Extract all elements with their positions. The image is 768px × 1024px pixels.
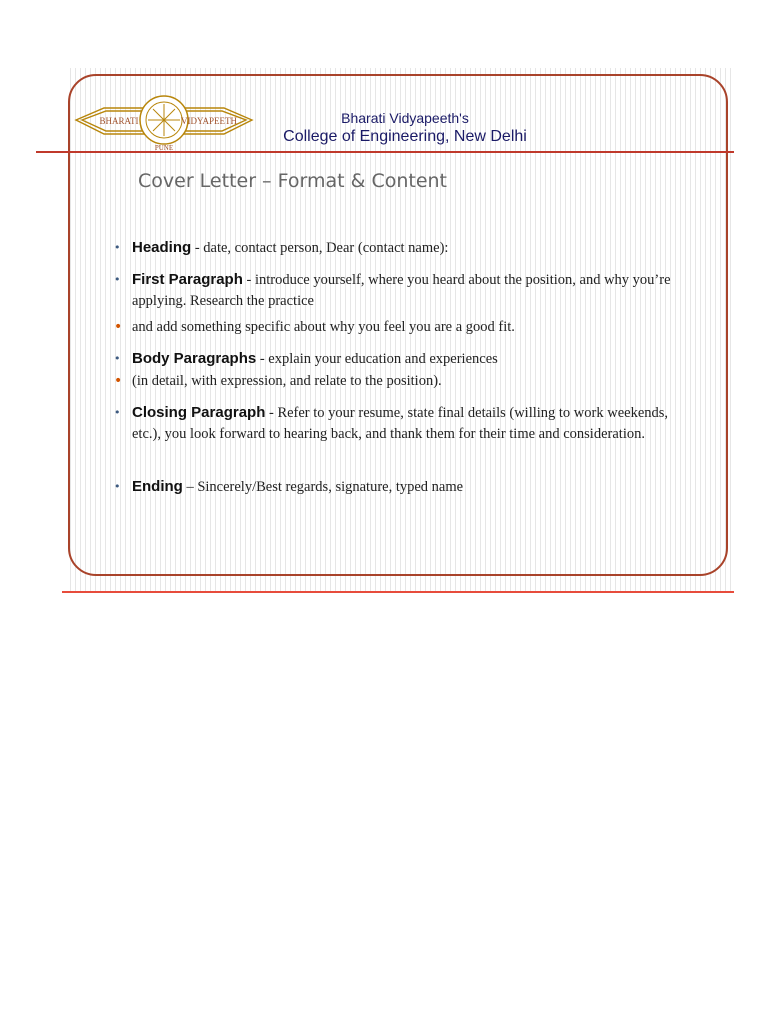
- item-text: - explain your education and experiences: [256, 351, 498, 367]
- college-logo: [74, 84, 254, 156]
- item-heading: Body Paragraphs: [132, 350, 257, 367]
- item-heading: First Paragraph: [132, 271, 243, 288]
- list-item-heading: [114, 237, 674, 259]
- bullet-icon: •: [114, 241, 121, 254]
- item-text: (in detail, with expression, and relate to the position).: [132, 373, 442, 389]
- bullet-icon: •: [114, 480, 121, 493]
- footer-divider: [62, 591, 734, 593]
- list-item-sub: [114, 317, 674, 338]
- logo-text-left: BHARATI: [99, 116, 139, 126]
- list-item-sub: [114, 371, 674, 392]
- bullet-icon: •: [114, 352, 121, 365]
- bullet-icon: •: [114, 273, 121, 286]
- item-heading: Ending: [132, 478, 183, 495]
- list-item-ending: [114, 476, 674, 498]
- list-item-closing-paragraph: [114, 402, 674, 445]
- list-item-body-paragraphs: [114, 348, 674, 370]
- list-item-first-paragraph: [114, 269, 674, 312]
- item-heading: Heading: [132, 239, 192, 256]
- institution-line-1: Bharati Vidyapeeth's: [341, 110, 469, 126]
- bullet-icon: •: [114, 406, 121, 419]
- logo-text-bottom: PUNE: [154, 144, 174, 152]
- item-text: – Sincerely/Best regards, signature, typed name: [182, 479, 464, 495]
- item-text: - introduce yourself, where you heard about the position, and why you’re applying. Research the practice: [132, 272, 671, 309]
- item-text: - Refer to your resume, state final details (willing to work weekends, etc.), you look forward to hearing back, and thank them for their time and consideration.: [132, 405, 669, 442]
- item-heading: Closing Paragraph: [132, 404, 266, 421]
- slide-title: Cover Letter – Format & Content: [138, 170, 448, 192]
- item-text: and add something specific about why you feel you are a good fit.: [132, 319, 515, 335]
- institution-name: [270, 110, 540, 147]
- item-text: - date, contact person, Dear (contact name):: [191, 240, 449, 256]
- logo-text-right: VIDYAPEETH: [181, 116, 237, 126]
- institution-line-2: College of Engineering, New Delhi: [283, 128, 527, 145]
- bullet-icon: •: [114, 319, 123, 335]
- bullet-icon: •: [114, 373, 123, 389]
